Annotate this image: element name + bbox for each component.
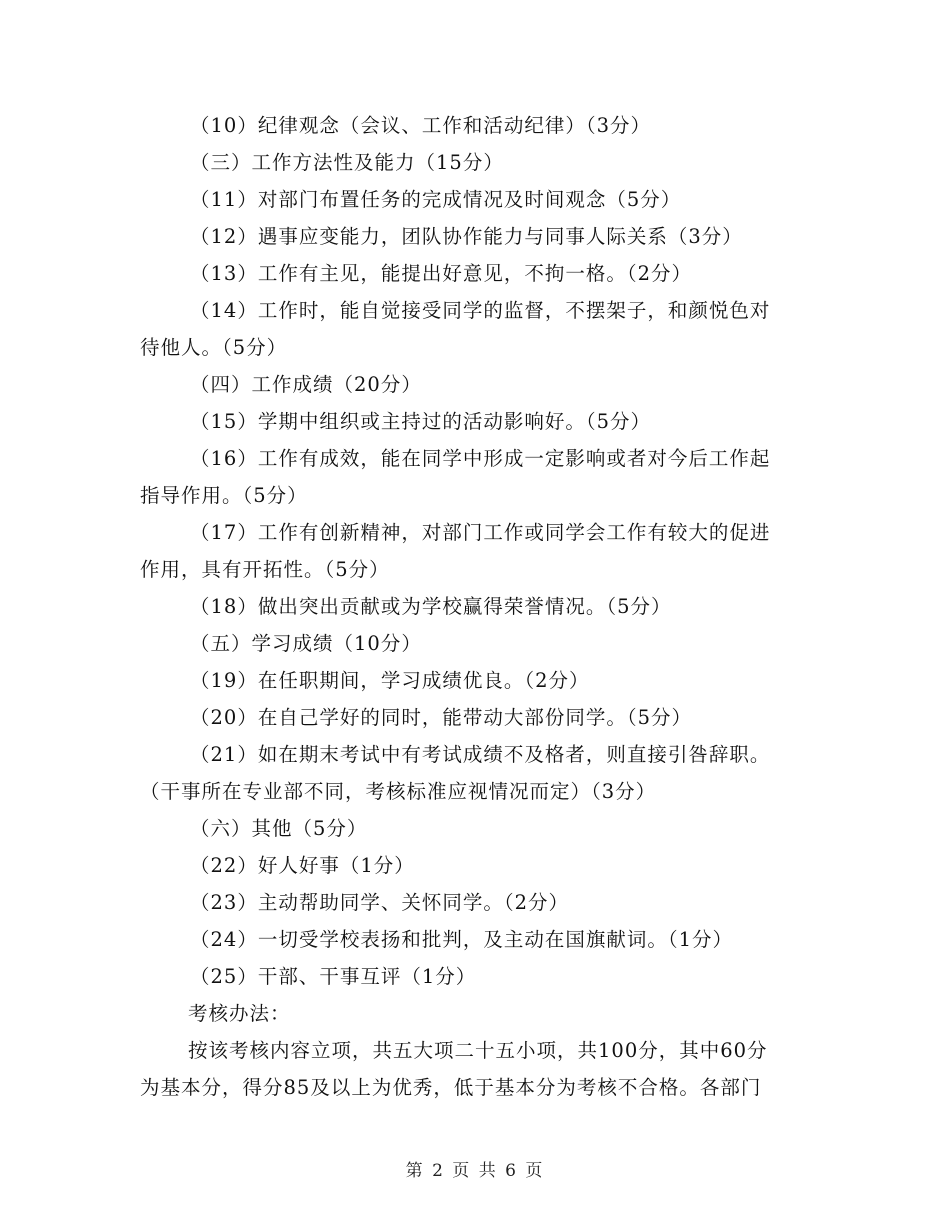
text-line: （11）对部门布置任务的完成情况及时间观念（5分） <box>190 188 682 211</box>
text-line: （12）遇事应变能力，团队协作能力与同事人际关系（3分） <box>190 225 743 248</box>
section-heading: （六）其他（5分） <box>190 817 368 840</box>
text-line: （10）纪律观念（会议、工作和活动纪律）（3分） <box>190 114 651 137</box>
text-line: 为基本分，得分85及以上为优秀，低于基本分为考核不合格。各部门 <box>140 1076 762 1099</box>
text-line: （13）工作有主见，能提出好意见，不拘一格。（2分） <box>190 262 692 285</box>
text-line: （20）在自己学好的同时，能带动大部份同学。（5分） <box>190 706 692 729</box>
text-line: （24）一切受学校表扬和批判，及主动在国旗献词。（1分） <box>190 928 733 951</box>
text-line: （25）干部、干事互评（1分） <box>190 965 477 988</box>
text-line: 待他人。（5分） <box>140 336 288 359</box>
section-heading: （三）工作方法性及能力（15分） <box>190 151 504 174</box>
section-heading: （五）学习成绩（10分） <box>190 632 422 655</box>
text-line: （23）主动帮助同学、关怀同学。（2分） <box>190 891 569 914</box>
document-body <box>140 107 812 1106</box>
text-line: （22）好人好事（1分） <box>190 854 415 877</box>
text-line: （21）如在期末考试中有考试成绩不及格者，则直接引咎辞职。 <box>190 743 771 766</box>
text-line: 作用，具有开拓性。（5分） <box>140 558 390 581</box>
text-line: 指导作用。（5分） <box>140 484 308 507</box>
text-line: （18）做出突出贡献或为学校赢得荣誉情况。（5分） <box>190 595 672 618</box>
text-line: （19）在任职期间，学习成绩优良。（2分） <box>190 669 590 692</box>
text-line: 按该考核内容立项，共五大项二十五小项，共100分，其中60分 <box>188 1039 768 1062</box>
section-heading: （四）工作成绩（20分） <box>190 373 422 396</box>
page-footer: 第 2 页 共 6 页 <box>405 1161 545 1181</box>
text-line: （14）工作时，能自觉接受同学的监督，不摆架子，和颜悦色对 <box>190 299 771 322</box>
text-line: （干事所在专业部不同，考核标准应视情况而定）（3分） <box>140 780 657 803</box>
text-line: （17）工作有创新精神，对部门工作或同学会工作有较大的促进 <box>190 521 771 544</box>
text-line: （15）学期中组织或主持过的活动影响好。（5分） <box>190 410 651 433</box>
section-heading: 考核办法： <box>188 1002 291 1025</box>
text-line: （16）工作有成效，能在同学中形成一定影响或者对今后工作起 <box>190 447 771 470</box>
